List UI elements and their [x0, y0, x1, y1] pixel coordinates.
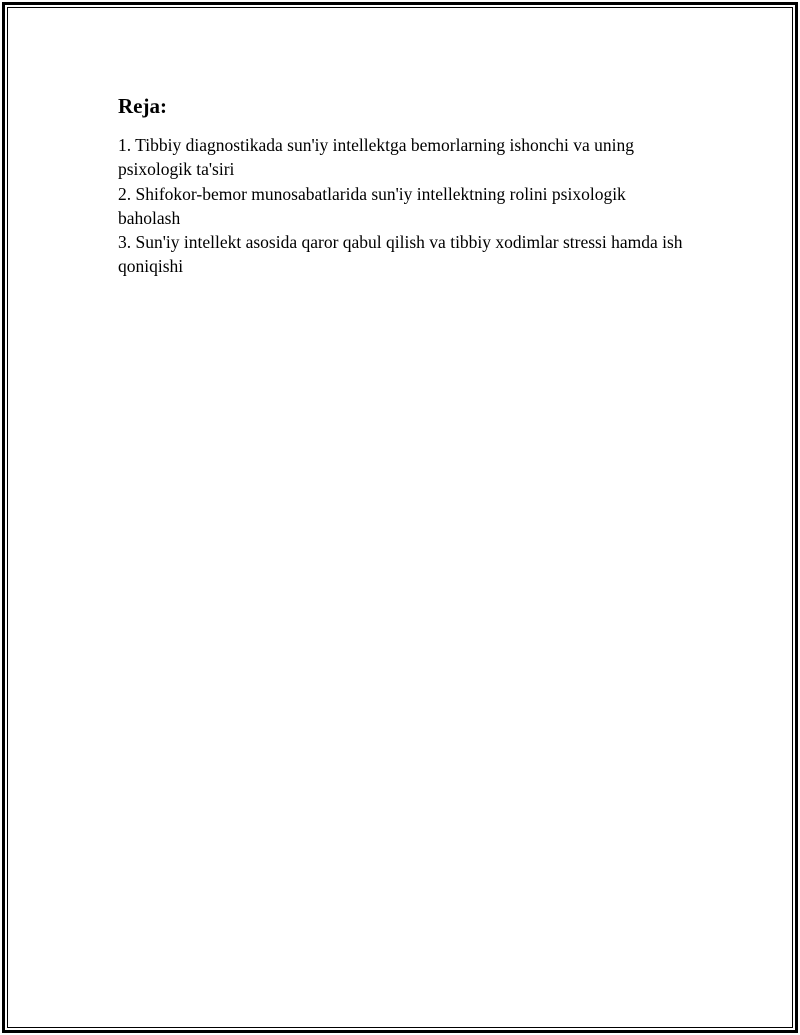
- plan-item-2: 2. Shifokor-bemor munosabatlarida sun'iy intellektning rolini psixologik baholash: [118, 183, 626, 228]
- plan-heading: Reja:: [118, 94, 167, 118]
- plan-item-3: 3. Sun'iy intellekt asosida qaror qabul qilish va tibbiy xodimlar stressi hamda ish qoniqishi: [118, 232, 683, 277]
- plan-item-1: 1. Tibbiy diagnostikada sun'iy intellektga bemorlarning ishonchi va uning psixologik ta'siri: [118, 135, 634, 180]
- plan-list: [118, 133, 688, 279]
- page-content: [118, 93, 688, 279]
